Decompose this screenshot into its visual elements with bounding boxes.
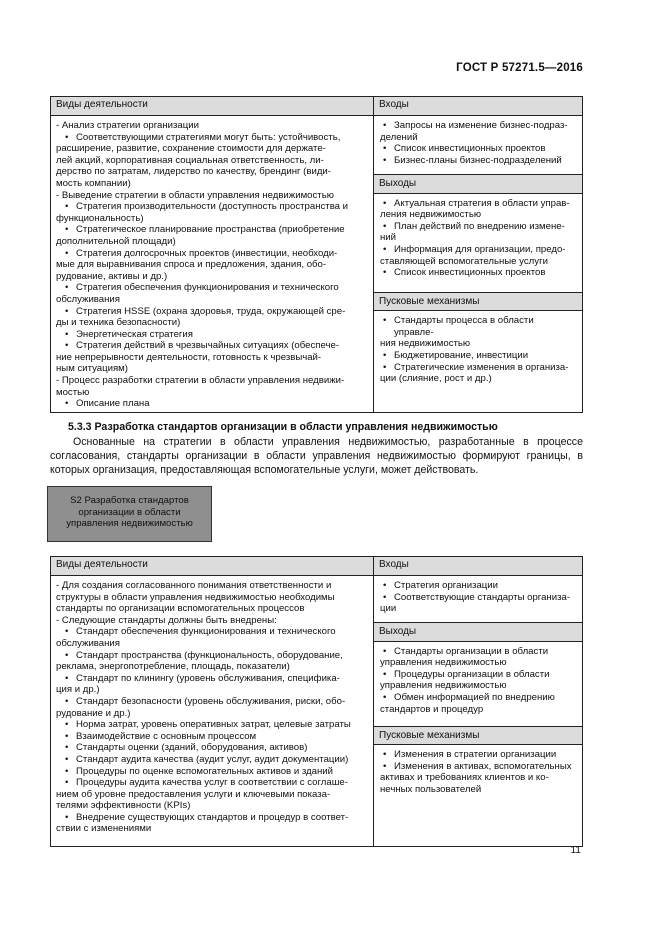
list-line: активах и требованиях клиентов и ко-: [380, 772, 549, 784]
bullet-item: • Изменения в активах, вспомогательных: [380, 761, 576, 773]
list-line: ствии с изменениями: [56, 823, 152, 835]
activities-cell: [51, 116, 374, 413]
outputs-header: Выходы: [374, 174, 582, 194]
section-heading: 5.3.3 Разработка стандартов организации в области управления недвижимостью: [68, 421, 498, 433]
list-line: ления недвижимостью: [380, 209, 482, 221]
list-line: ции (слияние, рост и др.): [380, 373, 492, 385]
process-box-line: S2 Разработка стандартов: [70, 495, 189, 506]
bullet-item: • Информация для организации, предо-: [380, 244, 576, 256]
list-line: обслуживания: [56, 293, 120, 305]
list-line: лей акций, корпоративная социальная ответственность, ли-: [56, 154, 324, 166]
bullet-item: • Процедуры по оценке вспомогательных активов и зданий: [56, 766, 368, 778]
list-line: управления недвижимостью: [380, 680, 507, 692]
bullet-item: • Стратегия обеспечения функционирования и технического: [56, 282, 368, 294]
list-line: стандартов и процедур: [380, 703, 484, 715]
activities-list: [51, 116, 373, 412]
bullet-item: • План действий по внедрению измене-: [380, 221, 576, 233]
list-line: - Следующие стандарты должны быть внедрены:: [56, 614, 277, 626]
bullet-item: • Список инвестиционных проектов: [380, 143, 576, 155]
bullet-item: • Стратегическое планирование пространства (приобретение: [56, 224, 368, 236]
list-line: структуры в области управления недвижимостью необходимы: [56, 591, 335, 603]
bullet-item: • Стандарт обеспечения функционирования и технического: [56, 626, 368, 638]
right-cell: [374, 576, 583, 847]
inputs-list: [374, 116, 582, 174]
list-line: рудование, активы и др.): [56, 270, 168, 282]
list-line: дерство по затратам, лидерство по качеству, брендинг (види-: [56, 166, 331, 178]
bullet-item: • Обмен информацией по внедрению: [380, 692, 576, 704]
bullet-item: • Бюджетирование, инвестиции: [380, 350, 576, 362]
list-line: расширение, развитие, сохранение стоимости для держате-: [56, 143, 326, 155]
activities-cell: [51, 576, 374, 847]
list-line: ным ситуациям): [56, 363, 128, 375]
inputs-list: [374, 576, 582, 622]
activities-header: Виды деятельности: [51, 557, 374, 576]
list-line: мость компании): [56, 177, 131, 189]
list-line: мостью: [56, 386, 90, 398]
triggers-list: [374, 745, 582, 799]
inputs-header: Входы: [374, 97, 583, 116]
bullet-item: • Взаимодействие с основным процессом: [56, 731, 368, 743]
bullet-item: • Энергетическая стратегия: [56, 329, 368, 341]
outputs-list: [374, 194, 582, 292]
triggers-header: Пусковые механизмы: [374, 726, 582, 746]
list-line: телями эффективности (KPIs): [56, 800, 191, 812]
bullet-item: • Стандарт пространства (функциональность, оборудование,: [56, 650, 368, 662]
section-paragraph: Основанные на стратегии в области управления недвижимостью, разработанные в процессе согласования, стандарты организации в области управления недвижимостью формируют границы, в которых организация, предоставляющая вспомогательные услуги, может действовать.: [50, 436, 583, 476]
inputs-header: Входы: [374, 557, 583, 576]
bullet-item: • Стандарты процесса в области управле-: [380, 315, 576, 338]
document-header: ГОСТ Р 57271.5—2016: [456, 62, 583, 74]
list-line: - Анализ стратегии организации: [56, 120, 199, 131]
list-line: ние непрерывности деятельности, готовность к чрезвычай-: [56, 351, 322, 363]
bullet-item: • Стратегия организации: [380, 580, 576, 592]
list-line: функциональность): [56, 212, 144, 224]
bullet-item: • Стандарт безопасности (уровень обслуживания, риски, обо-: [56, 696, 368, 708]
bullet-item: • Запросы на изменение бизнес-подраз-: [380, 120, 576, 132]
triggers-header: Пусковые механизмы: [374, 292, 582, 312]
list-line: - Для создания согласованного понимания ответственности и: [56, 580, 332, 591]
process-box-line: организации в области: [78, 506, 181, 518]
list-line: - Выведение стратегии в области управления недвижимостью: [56, 189, 334, 201]
bullet-item: • Внедрение существующих стандартов и процедур в соответ-: [56, 812, 368, 824]
list-line: обслуживания: [56, 637, 120, 649]
bullet-item: • Изменения в стратегии организации: [380, 749, 576, 761]
list-line: ции: [380, 603, 397, 615]
right-cell: [374, 116, 583, 413]
bullet-item: • Соответствующие стандарты организа-: [380, 592, 576, 604]
list-line: нием об уровне предоставления услуги и ключевыми показа-: [56, 788, 331, 800]
bullet-item: • Актуальная стратегия в области управ-: [380, 198, 576, 210]
list-line: ды и техника безопасности): [56, 317, 181, 329]
activity-table-2: [50, 556, 583, 847]
bullet-item: • Стратегические изменения в организа-: [380, 362, 576, 374]
list-line: реклама, энергопотребление, площадь, показатели): [56, 661, 290, 673]
triggers-list: [374, 311, 582, 389]
list-line: нечных пользователей: [380, 783, 482, 795]
list-line: ний: [380, 232, 397, 244]
bullet-item: • Бизнес-планы бизнес-подразделений: [380, 155, 576, 167]
list-line: ция и др.): [56, 684, 100, 696]
list-line: мые для выравнивания спроса и предложения, здания, обо-: [56, 259, 327, 271]
bullet-item: • Процедуры организации в области: [380, 669, 576, 681]
list-line: рудование и др.): [56, 707, 131, 719]
activity-table-1: [50, 96, 583, 413]
bullet-item: • Стандарт по клинингу (уровень обслуживания, специфика-: [56, 673, 368, 685]
outputs-header: Выходы: [374, 622, 582, 642]
bullet-item: • Стратегия производительности (доступность пространства и: [56, 201, 368, 213]
activities-list: [51, 576, 373, 846]
bullet-item: • Норма затрат, уровень оперативных затрат, целевые затраты: [56, 719, 368, 731]
list-line: управления недвижимостью: [380, 657, 507, 669]
process-box: [47, 486, 212, 542]
bullet-item: • Стратегия действий в чрезвычайных ситуациях (обеспече-: [56, 340, 368, 352]
bullet-item: • Соответствующими стратегиями могут быть: устойчивость,: [56, 132, 368, 144]
bullet-item: • Процедуры аудита качества услуг в соответствии с соглаше-: [56, 777, 368, 789]
bullet-item: • Стандарт аудита качества (аудит услуг, аудит документации): [56, 754, 368, 766]
list-line: ставляющей вспомогательные услуги: [380, 255, 548, 267]
bullet-item: • Список инвестиционных проектов: [380, 267, 576, 279]
list-line: делений: [380, 131, 418, 143]
list-line: - Процесс разработки стратегии в области управления недвижи-: [56, 375, 345, 387]
bullet-item: • Стандарты организации в области: [380, 646, 576, 658]
list-line: стандарты по организации вспомогательных процессов: [56, 603, 305, 615]
bullet-item: • Описание плана: [56, 398, 368, 410]
page-number: 11: [570, 845, 581, 856]
activities-header: Виды деятельности: [51, 97, 374, 116]
list-line: дополнительной площади): [56, 235, 176, 247]
list-line: ния недвижимостью: [380, 338, 471, 350]
outputs-list: [374, 642, 582, 726]
bullet-item: • Стратегия HSSE (охрана здоровья, труда, окружающей сре-: [56, 306, 368, 318]
bullet-item: • Стратегия долгосрочных проектов (инвестиции, необходи-: [56, 248, 368, 260]
process-box-line: управления недвижимостью: [66, 518, 193, 530]
bullet-item: • Стандарты оценки (зданий, оборудования, активов): [56, 742, 368, 754]
